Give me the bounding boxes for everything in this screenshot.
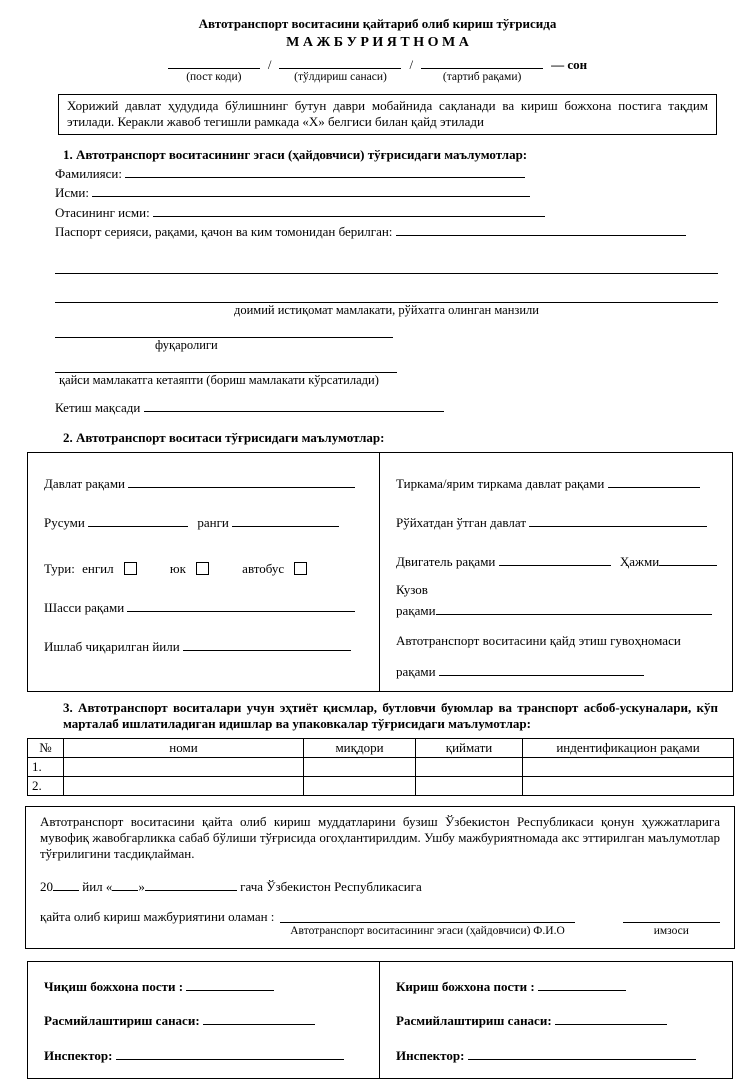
chassis-label: Шасси рақами bbox=[44, 600, 125, 616]
exit-date-row bbox=[44, 1012, 365, 1029]
purpose-blank bbox=[144, 399, 444, 412]
entry-inspector-row bbox=[396, 1047, 718, 1064]
order-number-blank bbox=[421, 55, 543, 69]
separator-slash: / bbox=[267, 56, 272, 72]
fill-date-blank bbox=[279, 55, 401, 69]
number-suffix: — сон bbox=[551, 56, 588, 72]
owner-fio-blank bbox=[280, 909, 574, 923]
passport-label: Паспорт серияси, рақами, қачон ва ким томонидан берилган: bbox=[55, 224, 393, 240]
date-month-blank bbox=[145, 878, 237, 891]
certificate-label: Автотранспорт воситасини қайд этиш гувоҳномаси рақами bbox=[396, 632, 681, 679]
post-code-blank bbox=[168, 55, 260, 69]
entry-date-label: Расмийлаштириш санаси: bbox=[396, 1013, 552, 1029]
citizenship-blank bbox=[55, 324, 393, 338]
registered-state-blank bbox=[529, 514, 707, 527]
entry-date-blank bbox=[555, 1012, 667, 1025]
residence-blank bbox=[55, 289, 718, 303]
state-number-label: Давлат рақами bbox=[44, 476, 125, 492]
document-number-row bbox=[0, 55, 755, 84]
exit-post-label: Чиқиш божхона пости : bbox=[44, 978, 184, 994]
volume-label: Ҳажми bbox=[619, 554, 660, 570]
col-name: номи bbox=[64, 739, 304, 758]
row2-quantity bbox=[304, 777, 416, 796]
separator-slash: / bbox=[409, 56, 414, 72]
entry-post-blank bbox=[538, 978, 626, 991]
trailer-label: Тиркама/ярим тиркама давлат рақами bbox=[396, 476, 605, 492]
items-table-header-row bbox=[28, 739, 734, 758]
certificate-blank bbox=[439, 663, 644, 676]
signature-caption: имзоси bbox=[653, 924, 689, 937]
fill-date-caption: (тўлдириш санаси) bbox=[294, 70, 387, 83]
type-option-cargo: юк bbox=[169, 561, 186, 577]
exit-post-row bbox=[44, 978, 365, 995]
exit-post-cell bbox=[28, 962, 380, 1079]
row1-name bbox=[64, 758, 304, 777]
customs-posts-box bbox=[27, 961, 733, 1079]
signature-field bbox=[623, 909, 720, 938]
certificate-row bbox=[396, 633, 718, 680]
entry-inspector-blank bbox=[468, 1047, 696, 1060]
body-number-row bbox=[396, 582, 718, 619]
date-prefix: 20 bbox=[40, 878, 53, 894]
body-word2: рақами bbox=[396, 602, 436, 618]
model-label: Русуми bbox=[44, 515, 85, 531]
type-cargo-checkbox bbox=[196, 562, 209, 575]
owner-fio-caption: Автотранспорт воситасининг эгаси (ҳайдовчиси) Ф.И.О bbox=[290, 924, 565, 937]
date-year-word: йил « bbox=[82, 878, 113, 894]
order-number-caption: (тартиб рақами) bbox=[442, 70, 522, 83]
post-code-field bbox=[168, 55, 260, 84]
body-number-blank bbox=[436, 602, 712, 615]
col-value: қиймати bbox=[416, 739, 523, 758]
notice-box: Хорижий давлат ҳудудида бўлишнинг бутун даври мобайнида сақланади ва кириш божхона постига тақдим этилади. Керакли жавоб тегишли рамкада «Х» белгиси билан қайд этилади bbox=[58, 94, 717, 135]
exit-inspector-row bbox=[44, 1047, 365, 1064]
signature-blank bbox=[623, 909, 720, 923]
type-light-checkbox bbox=[124, 562, 137, 575]
engine-label: Двигатель рақами bbox=[396, 554, 496, 570]
post-code-caption: (пост коди) bbox=[186, 70, 242, 83]
items-table bbox=[27, 738, 734, 796]
entry-post-row bbox=[396, 978, 718, 995]
destination-caption: қайси мамлакатга кетаяпти (бориш мамлакати кўрсатилади) bbox=[59, 373, 379, 388]
row2-name bbox=[64, 777, 304, 796]
chassis-blank bbox=[127, 599, 355, 612]
surname-label: Фамилияси: bbox=[55, 166, 122, 182]
purpose-row bbox=[55, 399, 718, 416]
date-day-blank bbox=[112, 878, 138, 891]
vehicle-type-row bbox=[44, 561, 365, 577]
model-blank bbox=[88, 514, 188, 527]
row2-number: 2. bbox=[28, 777, 64, 796]
citizenship-caption: фуқаролиги bbox=[155, 338, 218, 353]
exit-date-label: Расмийлаштириш санаси: bbox=[44, 1013, 200, 1029]
residence-caption: доимий истиқомат мамлакати, рўйхатга олинган манзили bbox=[234, 302, 539, 317]
document-title-line1: Автотранспорт воситасини қайтариб олиб кириш тўғрисида bbox=[198, 16, 557, 31]
name-label: Исми: bbox=[55, 185, 89, 201]
registered-state-row bbox=[396, 514, 718, 531]
year-blank bbox=[183, 638, 351, 651]
row1-number: 1. bbox=[28, 758, 64, 777]
document-title-line2: М А Ж Б У Р И Я Т Н О М А bbox=[286, 34, 469, 50]
color-label: ранги bbox=[197, 515, 229, 531]
name-row bbox=[55, 184, 718, 201]
passport-blank bbox=[396, 223, 686, 236]
col-quantity: миқдори bbox=[304, 739, 416, 758]
passport-row bbox=[55, 223, 718, 240]
registered-state-label: Рўйхатдан ўтган давлат bbox=[396, 515, 526, 531]
vehicle-type-label: Тури: bbox=[44, 561, 75, 577]
entry-inspector-label: Инспектор: bbox=[396, 1048, 465, 1064]
body-word1: Кузов bbox=[396, 582, 428, 598]
row1-quantity bbox=[304, 758, 416, 777]
obligation-box bbox=[25, 806, 735, 948]
commitment-row bbox=[40, 909, 720, 938]
type-option-light: енгил bbox=[82, 561, 114, 577]
order-number-field bbox=[421, 55, 543, 84]
row1-identification bbox=[523, 758, 734, 777]
commitment-label: қайта олиб кириш мажбуриятини оламан : bbox=[40, 908, 275, 924]
patronymic-blank bbox=[153, 204, 545, 217]
patronymic-row bbox=[55, 204, 718, 221]
obligation-date-row bbox=[40, 878, 720, 895]
exit-inspector-label: Инспектор: bbox=[44, 1048, 113, 1064]
type-bus-checkbox bbox=[294, 562, 307, 575]
engine-volume-row bbox=[396, 553, 718, 570]
date-quote-close: » bbox=[138, 878, 145, 894]
exit-date-blank bbox=[203, 1012, 315, 1025]
vehicle-info-left-cell bbox=[28, 453, 380, 691]
row2-value bbox=[416, 777, 523, 796]
year-label: Ишлаб чиқарилган йили bbox=[44, 638, 180, 654]
col-number: № bbox=[28, 739, 64, 758]
chassis-row bbox=[44, 599, 365, 616]
row1-value bbox=[416, 758, 523, 777]
vehicle-info-right-cell bbox=[380, 453, 732, 691]
entry-post-label: Кириш божхона пости : bbox=[396, 978, 535, 994]
type-option-bus: автобус bbox=[242, 561, 285, 577]
col-identification: индентификацион рақами bbox=[523, 739, 734, 758]
destination-blank bbox=[55, 359, 397, 373]
obligation-paragraph: Автотранспорт воситасини қайта олиб кириш муддатларини бузиш Ўзбекистон Республикаси қонун ҳужжатларига мувофиқ жавобгарликка сабаб бўлиши тўғрисида огоҳлантирилдим. Ушбу мажбуриятномада акс эттирилган маълумотлар тўғрилигини тасдиқлайман. bbox=[40, 814, 720, 861]
date-suffix: гача Ўзбекистон Республикасига bbox=[240, 878, 422, 894]
passport-continuation-blank bbox=[55, 260, 718, 274]
purpose-label: Кетиш мақсади bbox=[55, 399, 141, 415]
state-number-blank bbox=[128, 475, 355, 488]
section1-heading: 1. Автотранспорт воситасининг эгаси (ҳайдовчиси) тўғрисидаги маълумотлар: bbox=[63, 146, 528, 162]
model-color-row bbox=[44, 514, 365, 531]
surname-blank bbox=[125, 165, 525, 178]
patronymic-label: Отасининг исми: bbox=[55, 204, 150, 220]
exit-inspector-blank bbox=[116, 1047, 344, 1060]
surname-row bbox=[55, 165, 718, 182]
date-year-blank bbox=[53, 878, 79, 891]
engine-blank bbox=[499, 553, 611, 566]
volume-blank bbox=[659, 553, 717, 566]
year-row bbox=[44, 638, 365, 655]
section2-heading: 2. Автотранспорт воситаси тўғрисидаги маълумотлар: bbox=[63, 429, 385, 445]
name-blank bbox=[92, 184, 530, 197]
color-blank bbox=[232, 514, 339, 527]
trailer-row bbox=[396, 475, 718, 492]
owner-fio-field bbox=[280, 909, 574, 938]
table-row bbox=[28, 758, 734, 777]
vehicle-info-box bbox=[27, 452, 733, 692]
entry-date-row bbox=[396, 1012, 718, 1029]
section3-heading: 3. Автотранспорт воситалари учун эҳтиёт қисмлар, бутловчи буюмлар ва транспорт асбоб-ускуналари, кўп марталаб ишлатиладиган идишлар ва упаковкалар тўғрисидаги маълумотлар: bbox=[63, 700, 718, 732]
fill-date-field bbox=[279, 55, 401, 84]
entry-post-cell bbox=[380, 962, 732, 1079]
trailer-blank bbox=[608, 475, 700, 488]
exit-post-blank bbox=[186, 978, 274, 991]
state-number-row bbox=[44, 475, 365, 492]
row2-identification bbox=[523, 777, 734, 796]
table-row bbox=[28, 777, 734, 796]
